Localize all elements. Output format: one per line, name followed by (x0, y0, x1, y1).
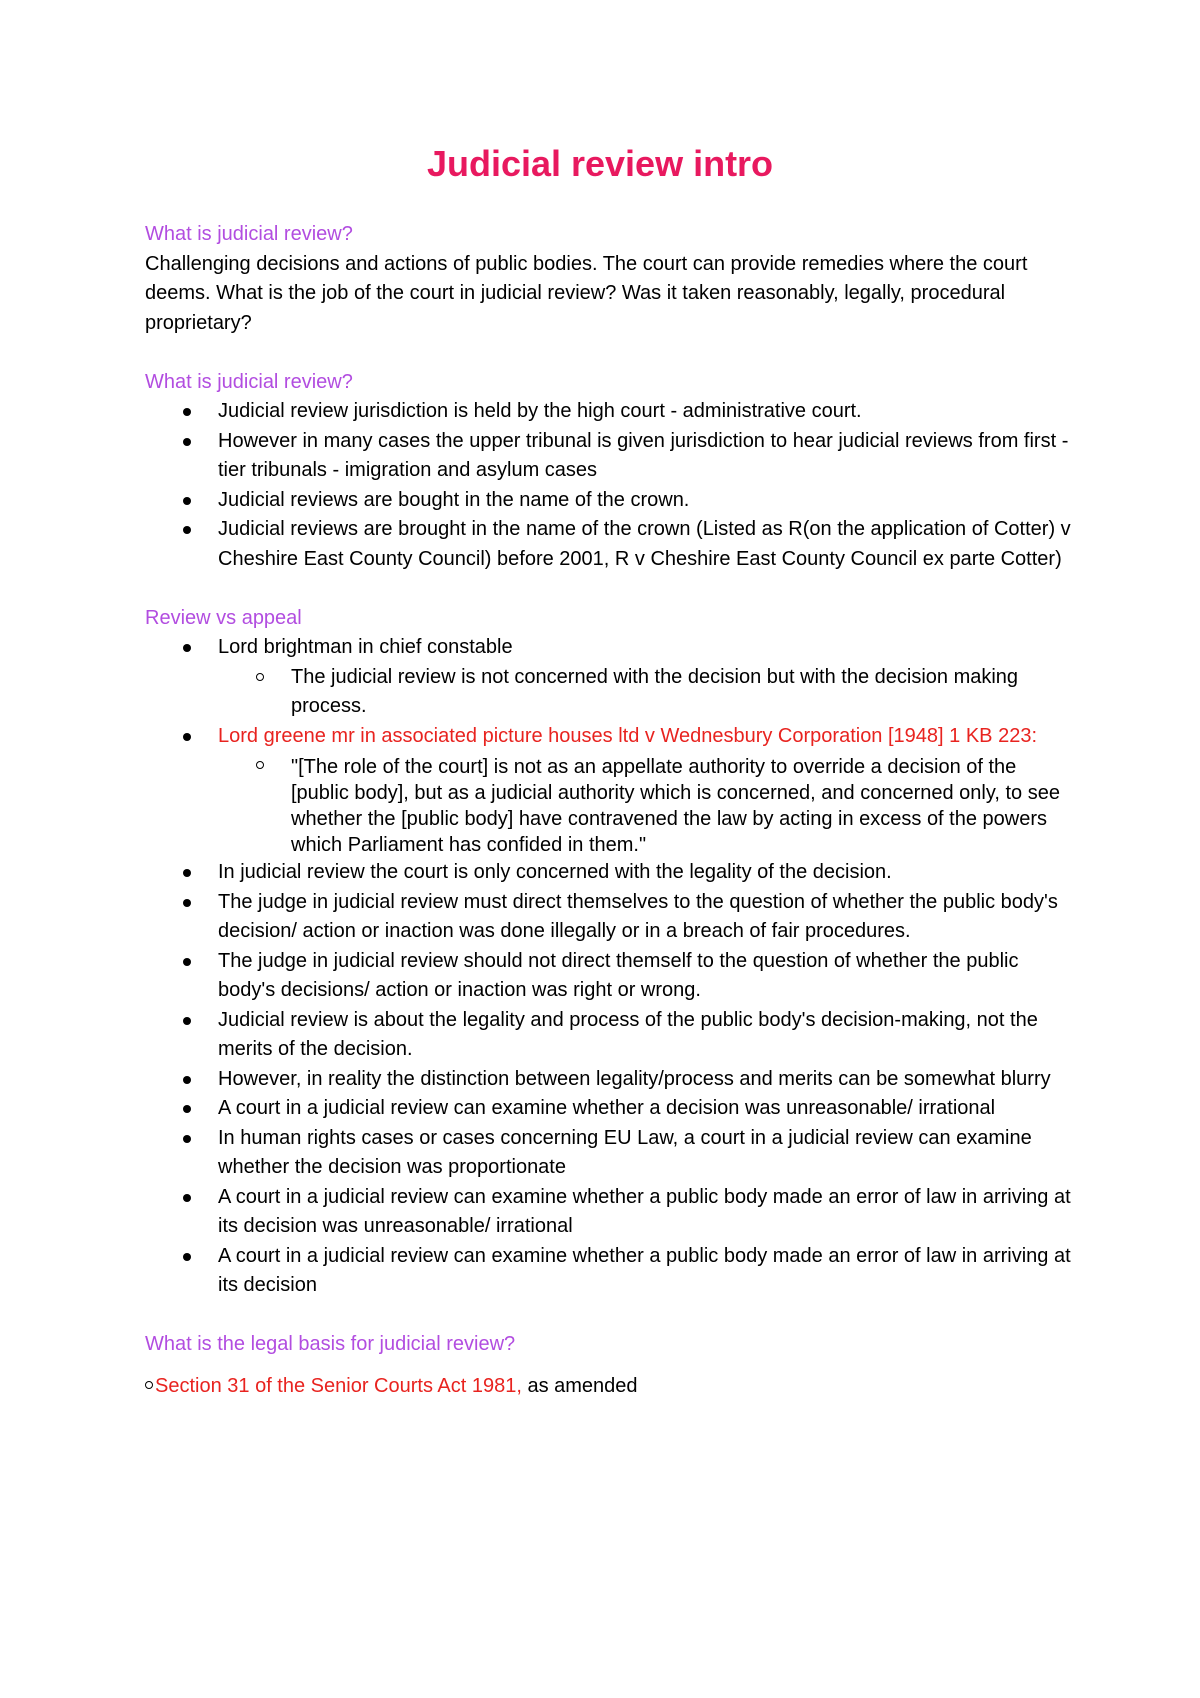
spacer (145, 574, 1075, 604)
list-item: Judicial review jurisdiction is held by the high court - administrative court. (145, 397, 1075, 427)
list-item: However in many cases the upper tribunal is given jurisdiction to hear judicial reviews from first - tier tribunals - imigration and asylum cases (145, 427, 1075, 486)
list-item: Judicial reviews are brought in the name of the crown (Listed as R(on the application of Cotter) v Cheshire East County Council) before 2001, R v Cheshire East County Council ex parte Cotter) (145, 515, 1075, 574)
review-vs-appeal-list (145, 633, 1075, 1301)
section-heading-legal-basis: What is the legal basis for judicial review? (145, 1333, 516, 1355)
section-heading-review-vs-appeal: Review vs appeal (145, 606, 302, 629)
jurisdiction-list (145, 397, 1075, 574)
list-item: A court in a judicial review can examine whether a decision was unreasonable/ irrational (145, 1094, 1075, 1124)
page-title: Judicial review intro (426, 143, 774, 184)
list-item: A court in a judicial review can examine whether a public body made an error of law in arriving at its decision (145, 1242, 1075, 1301)
sub-list-item: The judicial review is not concerned with the decision but with the decision making process. (145, 663, 1075, 722)
legal-basis-citation: Section 31 of the Senior Courts Act 1981, (155, 1374, 522, 1397)
document-body (145, 220, 1075, 1401)
intro-paragraph: Challenging decisions and actions of public bodies. The court can provide remedies where the court deems. What is the job of the court in judicial review? Was it taken reasonably, legally, procedural proprietary? (145, 252, 1028, 334)
legal-basis-rest: as amended (521, 1374, 638, 1397)
list-item: The judge in judicial review should not direct themself to the question of whether the public body's decisions/ action or inaction was right or wrong. (145, 947, 1075, 1006)
legal-basis-line (145, 1372, 1075, 1402)
list-item-greene (145, 722, 1075, 859)
list-item: Judicial review is about the legality and process of the public body's decision-making, not the merits of the decision. (145, 1006, 1075, 1065)
list-item: In human rights cases or cases concerning EU Law, a court in a judicial review can examine whether the decision was proportionate (145, 1124, 1075, 1183)
list-item-brightman (145, 633, 1075, 722)
sub-list (145, 751, 1075, 858)
spacer (145, 1301, 1075, 1331)
sub-list (145, 663, 1075, 722)
bullet-icon (145, 1381, 153, 1389)
case-citation-text: Lord greene mr in associated picture houses ltd v Wednesbury Corporation [1948] 1 KB 223: (218, 724, 1037, 747)
quote-item: "[The role of the court] is not as an appellate authority to override a decision of the [public body], but as a judicial authority which is concerned, and concerned only, to see whether the [public body] have contravened the law by acting in excess of the powers which Parliament has confided in them." (145, 751, 1075, 858)
section-heading-what-is-jr: What is judicial review? (145, 223, 353, 245)
list-item: In judicial review the court is only concerned with the legality of the decision. (145, 858, 1075, 888)
section-heading-what-is-jr-2: What is judicial review? (145, 370, 353, 393)
spacer (145, 338, 1075, 368)
list-item-text: Lord brightman in chief constable (218, 636, 513, 658)
list-item: However, in reality the distinction between legality/process and merits can be somewhat blurry (145, 1065, 1075, 1095)
list-item: A court in a judicial review can examine whether a public body made an error of law in arriving at its decision was unreasonable/ irrational (145, 1183, 1075, 1242)
list-item: The judge in judicial review must direct themselves to the question of whether the public body's decision/ action or inaction was done illegally or in a breach of fair procedures. (145, 888, 1075, 947)
list-item: Judicial reviews are bought in the name of the crown. (145, 486, 1075, 516)
